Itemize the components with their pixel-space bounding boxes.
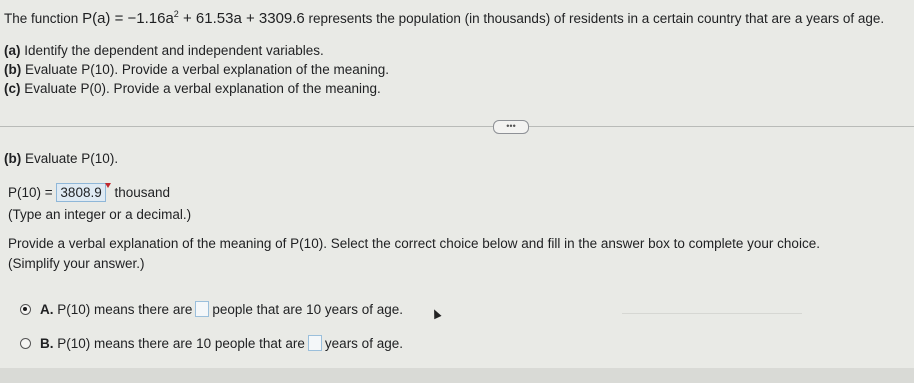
choice-b-after: years of age.	[324, 336, 403, 351]
choice-a-radio[interactable]	[20, 304, 31, 315]
part-b-heading	[4, 151, 118, 166]
bottom-strip	[0, 368, 914, 383]
part-c-text: Evaluate P(0). Provide a verbal explanation of the meaning.	[24, 81, 381, 96]
instruction-text: Provide a verbal explanation of the meaning of P(10). Select the correct choice below and fill in the answer box to complete your choice.	[8, 236, 820, 251]
answer-line	[8, 183, 170, 202]
choice-a[interactable]	[40, 301, 403, 317]
part-a-label: (a)	[4, 43, 21, 58]
choice-a-letter: A.	[40, 302, 54, 317]
part-a-line	[4, 43, 324, 58]
choice-b-before: P(10) means there are 10 people that are	[57, 336, 305, 351]
part-b-line	[4, 62, 389, 77]
answer-value: 3808.9	[60, 185, 102, 200]
answer-input[interactable]	[56, 183, 105, 202]
part-c-label: (c)	[4, 81, 21, 96]
choice-b[interactable]	[40, 335, 403, 351]
intro-prefix: The function	[4, 11, 79, 26]
part-b-heading-text: Evaluate P(10).	[25, 151, 119, 166]
problem-statement	[4, 9, 884, 27]
faint-divider	[622, 313, 802, 314]
choice-a-answer-box[interactable]	[195, 301, 209, 317]
choice-a-before: P(10) means there are	[57, 302, 193, 317]
more-options-button[interactable]: •••	[493, 120, 529, 134]
part-a-text: Identify the dependent and independent variables.	[24, 43, 324, 58]
incorrect-mark-icon	[105, 183, 111, 188]
part-c-line	[4, 81, 381, 96]
answer-prefix: P(10) =	[8, 185, 53, 200]
intro-suffix: represents the population (in thousands) of residents in a certain country that are a years of age.	[308, 11, 885, 26]
part-b-text: Evaluate P(10). Provide a verbal explanation of the meaning.	[25, 62, 389, 77]
choice-b-letter: B.	[40, 336, 54, 351]
answer-unit: thousand	[114, 185, 171, 200]
part-b-label: (b)	[4, 62, 22, 77]
answer-hint: (Type an integer or a decimal.)	[8, 207, 192, 222]
choice-a-after: people that are 10 years of age.	[212, 302, 403, 317]
function-rhs: + 61.53a + 3309.6	[178, 10, 305, 27]
mouse-cursor-icon	[430, 308, 441, 320]
choice-b-answer-box[interactable]	[308, 335, 322, 351]
function-lhs: P(a) = −1.16a	[82, 10, 174, 27]
section-divider	[0, 126, 914, 127]
function-exponent: 2	[173, 9, 179, 19]
part-b-heading-label: (b)	[4, 151, 22, 166]
simplify-hint: (Simplify your answer.)	[8, 256, 145, 271]
choice-b-radio[interactable]	[20, 338, 31, 349]
